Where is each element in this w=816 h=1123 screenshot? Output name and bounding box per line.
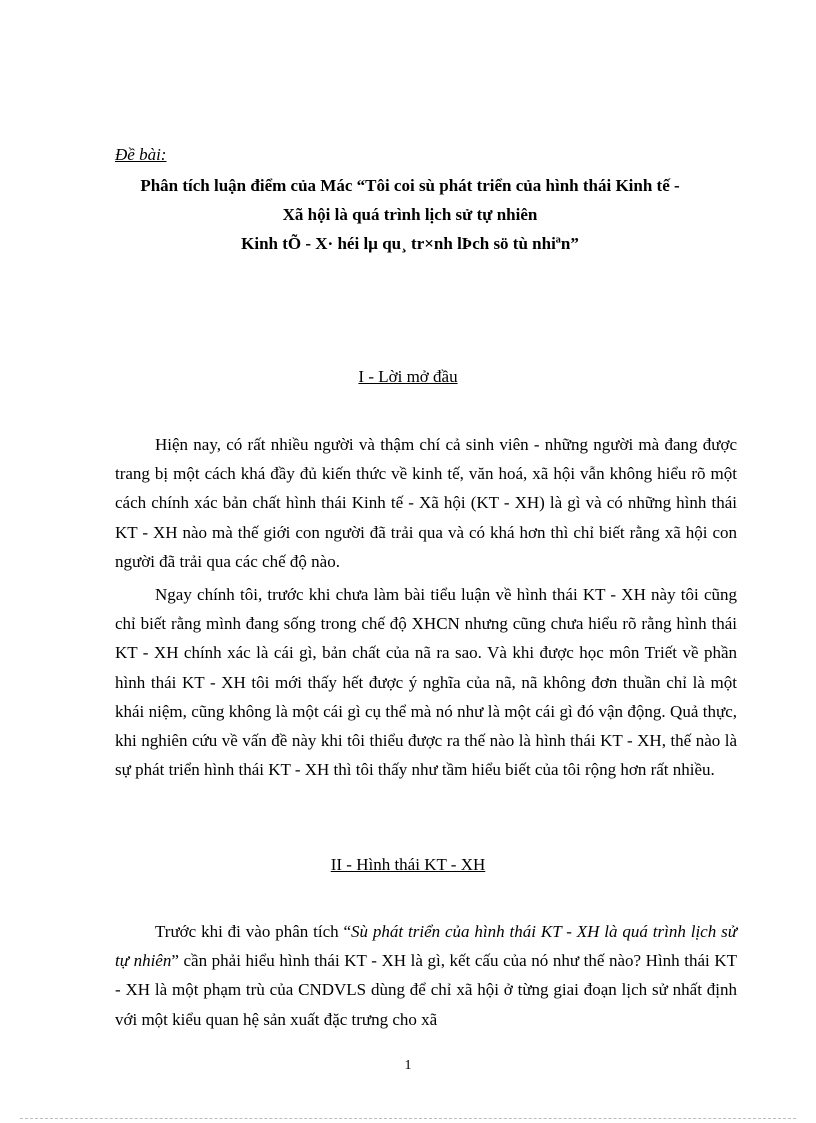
section-1-body [115, 430, 737, 784]
assignment-label: Đề bài: [115, 145, 167, 164]
section-2-title: II - Hình thái KT - XH [330, 855, 486, 874]
paragraph-1: Hiện nay, có rất nhiều người và thậm chí cả sinh viên - những người mà đang được trang bị một cách khá đầy đủ kiến thức về kinh tế, văn hoá, xã hội vẫn không hiểu rõ một cách chính xác bản chất hình thái Kinh tế - Xã hội (KT - XH) là gì và có những hình thái KT - XH nào mà thế giới con người đã trải qua và có khá hơn thì chỉ biết rằng xã hội con người đã trải qua các chế độ nào. [115, 435, 737, 571]
page-bottom-rule [20, 1118, 796, 1119]
page-number: 1 [404, 1058, 412, 1073]
title-line-2: Xã hội là quá trình lịch sử tự nhiên [282, 205, 538, 224]
paragraph-3-rest: ” cần phải hiểu hình thái KT - XH là gì, kết cấu của nó như thế nào? Hình thái KT - XH là một phạm trù của CNDVLS dùng để chỉ xã hội ở từng giai đoạn lịch sử nhất định với một kiểu quan hệ sản xuất đặc trưng cho xã [115, 951, 738, 1029]
section-2-body [115, 917, 737, 1034]
paragraph-3-intro: Trước khi đi vào phân tích “ [155, 922, 352, 941]
paragraph-3-quote: Sù phát triển của hình thái KT - XH là quá trình lịch sử tự nhiên [115, 922, 737, 971]
paragraph-3 [115, 917, 737, 1034]
paragraph-2: Ngay chính tôi, trước khi chưa làm bài tiểu luận về hình thái KT - XH này tôi cũng chỉ biết rằng mình đang sống trong chế độ XHCN nhưng cũng chưa hiểu rõ rằng hình thái KT - XH chính xác là cái gì, bản chất của nã ra sao. Và khi được học môn Triết về phần hình thái KT - XH tôi mới thấy hết được ý nghĩa của nã, nã không đơn thuần chỉ là một khái niệm, cũng không là một cái gì cụ thể mà nó như là một cái gì đó vận động. Quả thực, khi nghiên cứu về vấn đề này khi tôi thiểu được ra thế nào là hình thái KT - XH, thế nào là sự phát triển hình thái KT - XH thì tôi thấy như tầm hiểu biết của tôi rộng hơn rất nhiều. [115, 585, 737, 780]
section-1-title: I - Lời mở đầu [358, 367, 458, 386]
title-line-1: Phân tích luận điểm của Mác “Tôi coi sù phát triển của hình thái Kinh tế - [140, 176, 680, 195]
title-line-3: Kinh tÕ - X· héi lµ qu¸ tr×nh lÞch sö tù nhiªn” [241, 234, 579, 253]
